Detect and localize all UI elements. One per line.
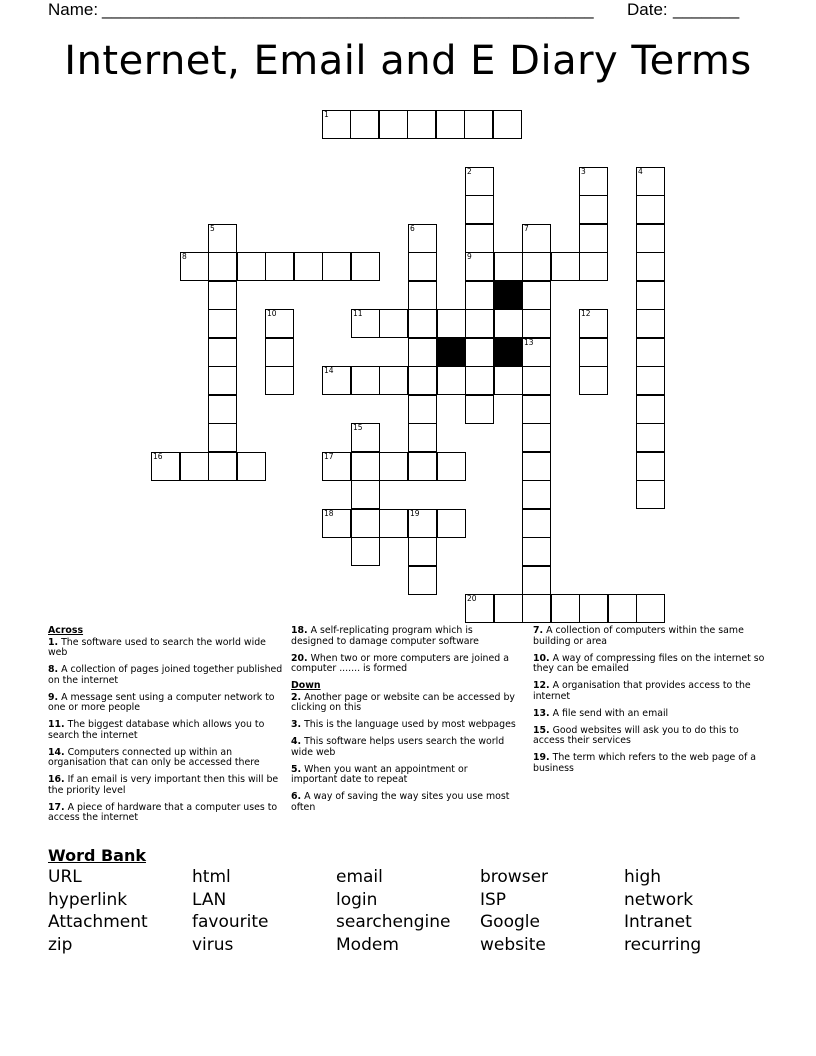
clue xyxy=(533,753,768,774)
clue-text: This software helps users search the world wide web xyxy=(291,736,505,758)
clue xyxy=(48,693,283,714)
grid-cell[interactable] xyxy=(465,366,494,395)
grid-cell[interactable] xyxy=(522,309,551,338)
clue xyxy=(533,626,768,647)
clue xyxy=(291,626,516,647)
grid-cell[interactable] xyxy=(208,252,237,281)
grid-cell[interactable] xyxy=(551,252,580,281)
clue-number-label: 16. xyxy=(48,774,65,785)
clue-number-label: 3. xyxy=(291,719,302,730)
grid-cell[interactable] xyxy=(208,338,237,367)
grid-cell[interactable] xyxy=(464,110,493,139)
clue xyxy=(291,720,516,731)
clue xyxy=(48,638,283,659)
grid-cell[interactable] xyxy=(408,281,437,310)
clue xyxy=(533,709,768,720)
clues-column-1 xyxy=(48,626,283,830)
clue-number-label: 6. xyxy=(291,791,302,802)
word-bank-word: hyperlink xyxy=(48,890,128,910)
clue-text: A piece of hardware that a computer uses to access the internet xyxy=(48,801,278,823)
grid-cell[interactable] xyxy=(636,252,665,281)
clue xyxy=(291,654,516,675)
word-bank-word: high xyxy=(624,867,662,887)
grid-cell[interactable] xyxy=(408,423,437,452)
grid-cell[interactable] xyxy=(465,195,494,224)
grid-cell[interactable] xyxy=(265,366,294,395)
grid-cell[interactable] xyxy=(408,452,437,481)
clue-text: A way of saving the way sites you use most often xyxy=(291,791,510,813)
clue-text: The term which refers to the web page of a business xyxy=(533,752,757,774)
clue-number: 5 xyxy=(210,224,215,233)
grid-cell[interactable] xyxy=(522,281,551,310)
grid-cell[interactable] xyxy=(579,195,608,224)
clue-number-label: 5. xyxy=(291,763,302,775)
grid-cell[interactable] xyxy=(636,594,665,623)
clue-text: A file send with an email xyxy=(549,707,669,719)
word-bank-word: email xyxy=(336,867,383,887)
grid-cell[interactable] xyxy=(351,366,380,395)
grid-cell[interactable] xyxy=(522,452,551,481)
grid-cell[interactable] xyxy=(408,566,437,595)
grid-cell[interactable] xyxy=(408,537,437,566)
clue-number: 7 xyxy=(524,224,529,233)
grid-cell[interactable] xyxy=(522,252,551,281)
grid-cell[interactable] xyxy=(522,509,551,538)
grid-cell[interactable] xyxy=(579,338,608,367)
grid-cell[interactable] xyxy=(636,195,665,224)
grid-cell[interactable] xyxy=(379,110,408,139)
clue-text: When two or more computers are joined a computer ....... is formed xyxy=(291,652,509,674)
grid-cell[interactable] xyxy=(522,594,551,623)
clue-number-label: 10. xyxy=(533,652,550,664)
grid-cell[interactable] xyxy=(351,452,380,481)
clue xyxy=(291,737,516,758)
grid-cell[interactable] xyxy=(208,395,237,424)
clue xyxy=(48,748,283,769)
clue-number-label: 12. xyxy=(533,680,550,691)
clue-number: 18 xyxy=(324,509,334,518)
clue-number: 19 xyxy=(410,509,420,518)
date-line: _______ xyxy=(673,0,740,19)
blocked-cell xyxy=(494,338,523,367)
word-bank-word: Google xyxy=(480,912,540,932)
clue-number: 3 xyxy=(581,167,586,176)
grid-cell[interactable] xyxy=(379,366,408,395)
word-bank-word: virus xyxy=(192,935,234,955)
blocked-cell xyxy=(494,281,523,310)
grid-cell[interactable] xyxy=(522,566,551,595)
clue xyxy=(48,665,283,686)
clue xyxy=(533,726,768,747)
word-bank-word: URL xyxy=(48,867,82,887)
word-bank-word: Attachment xyxy=(48,912,148,932)
grid-cell[interactable] xyxy=(465,281,494,310)
grid-cell[interactable] xyxy=(579,252,608,281)
grid-cell[interactable] xyxy=(579,366,608,395)
clue-text: If an email is very important then this will be the priority level xyxy=(48,774,279,796)
clue-text: Computers connected up within an organisation that can only be accessed there xyxy=(48,746,260,768)
grid-cell[interactable] xyxy=(522,480,551,509)
word-bank-word: network xyxy=(624,890,694,910)
grid-cell[interactable] xyxy=(237,252,266,281)
grid-cell[interactable] xyxy=(351,480,380,509)
clue-number: 9 xyxy=(467,252,472,261)
clue xyxy=(48,803,283,824)
grid-cell[interactable] xyxy=(437,309,466,338)
clue-number-label: 4. xyxy=(291,736,302,747)
clues-column-3 xyxy=(533,626,768,781)
word-bank-word: Modem xyxy=(336,935,399,955)
word-bank-word: searchengine xyxy=(336,912,451,932)
grid-cell[interactable] xyxy=(208,452,237,481)
grid-cell[interactable] xyxy=(522,395,551,424)
clues-column-2 xyxy=(291,626,516,820)
clue-text: A collection of computers within the same building or area xyxy=(533,625,744,647)
clue-number-label: 11. xyxy=(48,719,65,730)
grid-cell[interactable] xyxy=(551,594,580,623)
grid-cell[interactable] xyxy=(408,395,437,424)
word-bank-word: favourite xyxy=(192,912,269,932)
clue-number-label: 20. xyxy=(291,652,308,664)
grid-cell[interactable] xyxy=(208,309,237,338)
clue-text: When you want an appointment or important date to repeat xyxy=(291,763,468,785)
down-heading: Down xyxy=(291,680,321,691)
clue-number: 11 xyxy=(353,309,363,318)
clue-number-label: 15. xyxy=(533,724,550,736)
grid-cell[interactable] xyxy=(494,309,523,338)
clue-number: 8 xyxy=(182,252,187,261)
grid-cell[interactable] xyxy=(437,452,466,481)
across-heading: Across xyxy=(48,625,84,636)
clue-number: 17 xyxy=(324,452,334,461)
word-bank-word: Intranet xyxy=(624,912,692,932)
clue-number-label: 1. xyxy=(48,636,59,648)
word-bank-word: LAN xyxy=(192,890,227,910)
clue-text: Good websites will ask you to do this to access their services xyxy=(533,724,739,746)
grid-cell[interactable] xyxy=(322,252,351,281)
grid-cell[interactable] xyxy=(465,224,494,253)
clue xyxy=(291,792,516,813)
grid-cell[interactable] xyxy=(350,110,379,139)
clue-number: 14 xyxy=(324,366,334,375)
word-bank-word: browser xyxy=(480,867,549,887)
grid-cell[interactable] xyxy=(579,594,608,623)
clue-number-label: 8. xyxy=(48,664,59,675)
clue-number: 12 xyxy=(581,309,591,318)
clue-text: The software used to search the world wide web xyxy=(48,636,266,658)
grid-cell[interactable] xyxy=(437,509,466,538)
word-bank-word: recurring xyxy=(624,935,702,955)
grid-cell[interactable] xyxy=(351,509,380,538)
grid-cell[interactable] xyxy=(208,281,237,310)
clue-number-label: 14. xyxy=(48,746,65,758)
clue-number: 20 xyxy=(467,594,477,603)
grid-cell[interactable] xyxy=(465,395,494,424)
clue xyxy=(291,693,516,714)
clue-number-label: 2. xyxy=(291,691,302,703)
grid-cell[interactable] xyxy=(408,338,437,367)
name-line: ____________________________________________________ xyxy=(102,0,594,19)
word-bank-word: html xyxy=(192,867,231,887)
clue-number: 2 xyxy=(467,167,472,176)
grid-cell[interactable] xyxy=(180,452,209,481)
clue-number: 16 xyxy=(153,452,163,461)
grid-cell[interactable] xyxy=(294,252,323,281)
clue-number-label: 19. xyxy=(533,752,550,763)
grid-cell[interactable] xyxy=(208,366,237,395)
grid-cell[interactable] xyxy=(265,252,294,281)
word-bank-word: website xyxy=(480,935,546,955)
grid-cell[interactable] xyxy=(636,395,665,424)
word-bank-word: zip xyxy=(48,935,73,955)
clue-text: This is the language used by most webpages xyxy=(301,719,516,730)
word-bank-title: Word Bank xyxy=(48,846,147,865)
grid-cell[interactable] xyxy=(408,366,437,395)
clue xyxy=(533,654,768,675)
grid-cell[interactable] xyxy=(407,110,436,139)
page-title: Internet, Email and E Diary Terms xyxy=(64,38,752,84)
grid-cell[interactable] xyxy=(636,224,665,253)
clue-number-label: 17. xyxy=(48,801,65,813)
clue xyxy=(291,765,516,786)
grid-cell[interactable] xyxy=(379,509,408,538)
clue-number-label: 7. xyxy=(533,625,544,636)
clue-number: 13 xyxy=(524,338,534,347)
clue-text: A collection of pages joined together published on the internet xyxy=(48,664,283,686)
grid-cell[interactable] xyxy=(208,423,237,452)
clue-number: 4 xyxy=(638,167,643,176)
grid-cell[interactable] xyxy=(351,537,380,566)
grid-cell[interactable] xyxy=(465,338,494,367)
clue xyxy=(48,720,283,741)
grid-cell[interactable] xyxy=(237,452,266,481)
grid-cell[interactable] xyxy=(636,452,665,481)
clue-number: 15 xyxy=(353,423,363,432)
clue xyxy=(533,681,768,702)
date-label: Date: xyxy=(627,0,668,19)
grid-cell[interactable] xyxy=(493,110,522,139)
word-bank-word: ISP xyxy=(480,890,507,910)
grid-cell[interactable] xyxy=(465,309,494,338)
clue-number-label: 18. xyxy=(291,625,308,636)
clue-number: 10 xyxy=(267,309,277,318)
clue-text: A way of compressing files on the internet so they can be emailed xyxy=(533,652,765,674)
grid-cell[interactable] xyxy=(522,423,551,452)
grid-cell[interactable] xyxy=(351,252,380,281)
clue-number: 1 xyxy=(324,110,329,119)
clue xyxy=(48,775,283,796)
clue-number: 6 xyxy=(410,224,415,233)
grid-cell[interactable] xyxy=(437,366,466,395)
clue-text: Another page or website can be accessed by clicking on this xyxy=(291,691,515,713)
grid-cell[interactable] xyxy=(522,366,551,395)
grid-cell[interactable] xyxy=(636,338,665,367)
blocked-cell xyxy=(437,338,466,367)
word-bank-word: login xyxy=(336,890,378,910)
grid-cell[interactable] xyxy=(608,594,637,623)
grid-cell[interactable] xyxy=(265,338,294,367)
name-label: Name: xyxy=(48,0,99,19)
grid-cell[interactable] xyxy=(436,110,465,139)
grid-cell[interactable] xyxy=(522,537,551,566)
grid-cell[interactable] xyxy=(636,480,665,509)
grid-cell[interactable] xyxy=(636,281,665,310)
grid-cell[interactable] xyxy=(494,594,523,623)
clue-text: The biggest database which allows you to search the internet xyxy=(48,719,265,741)
grid-cell[interactable] xyxy=(408,252,437,281)
grid-cell[interactable] xyxy=(636,423,665,452)
clue-text: A self-replicating program which is designed to damage computer software xyxy=(291,625,479,647)
grid-cell[interactable] xyxy=(408,309,437,338)
clue-number-label: 9. xyxy=(48,691,59,703)
grid-cell[interactable] xyxy=(494,252,523,281)
grid-cell[interactable] xyxy=(579,224,608,253)
grid-cell[interactable] xyxy=(636,366,665,395)
grid-cell[interactable] xyxy=(494,366,523,395)
grid-cell[interactable] xyxy=(636,309,665,338)
clue-text: A organisation that provides access to the internet xyxy=(533,680,751,702)
clue-text: A message sent using a computer network to one or more people xyxy=(48,691,275,713)
clue-number-label: 13. xyxy=(533,707,550,719)
grid-cell[interactable] xyxy=(379,452,408,481)
grid-cell[interactable] xyxy=(379,309,408,338)
